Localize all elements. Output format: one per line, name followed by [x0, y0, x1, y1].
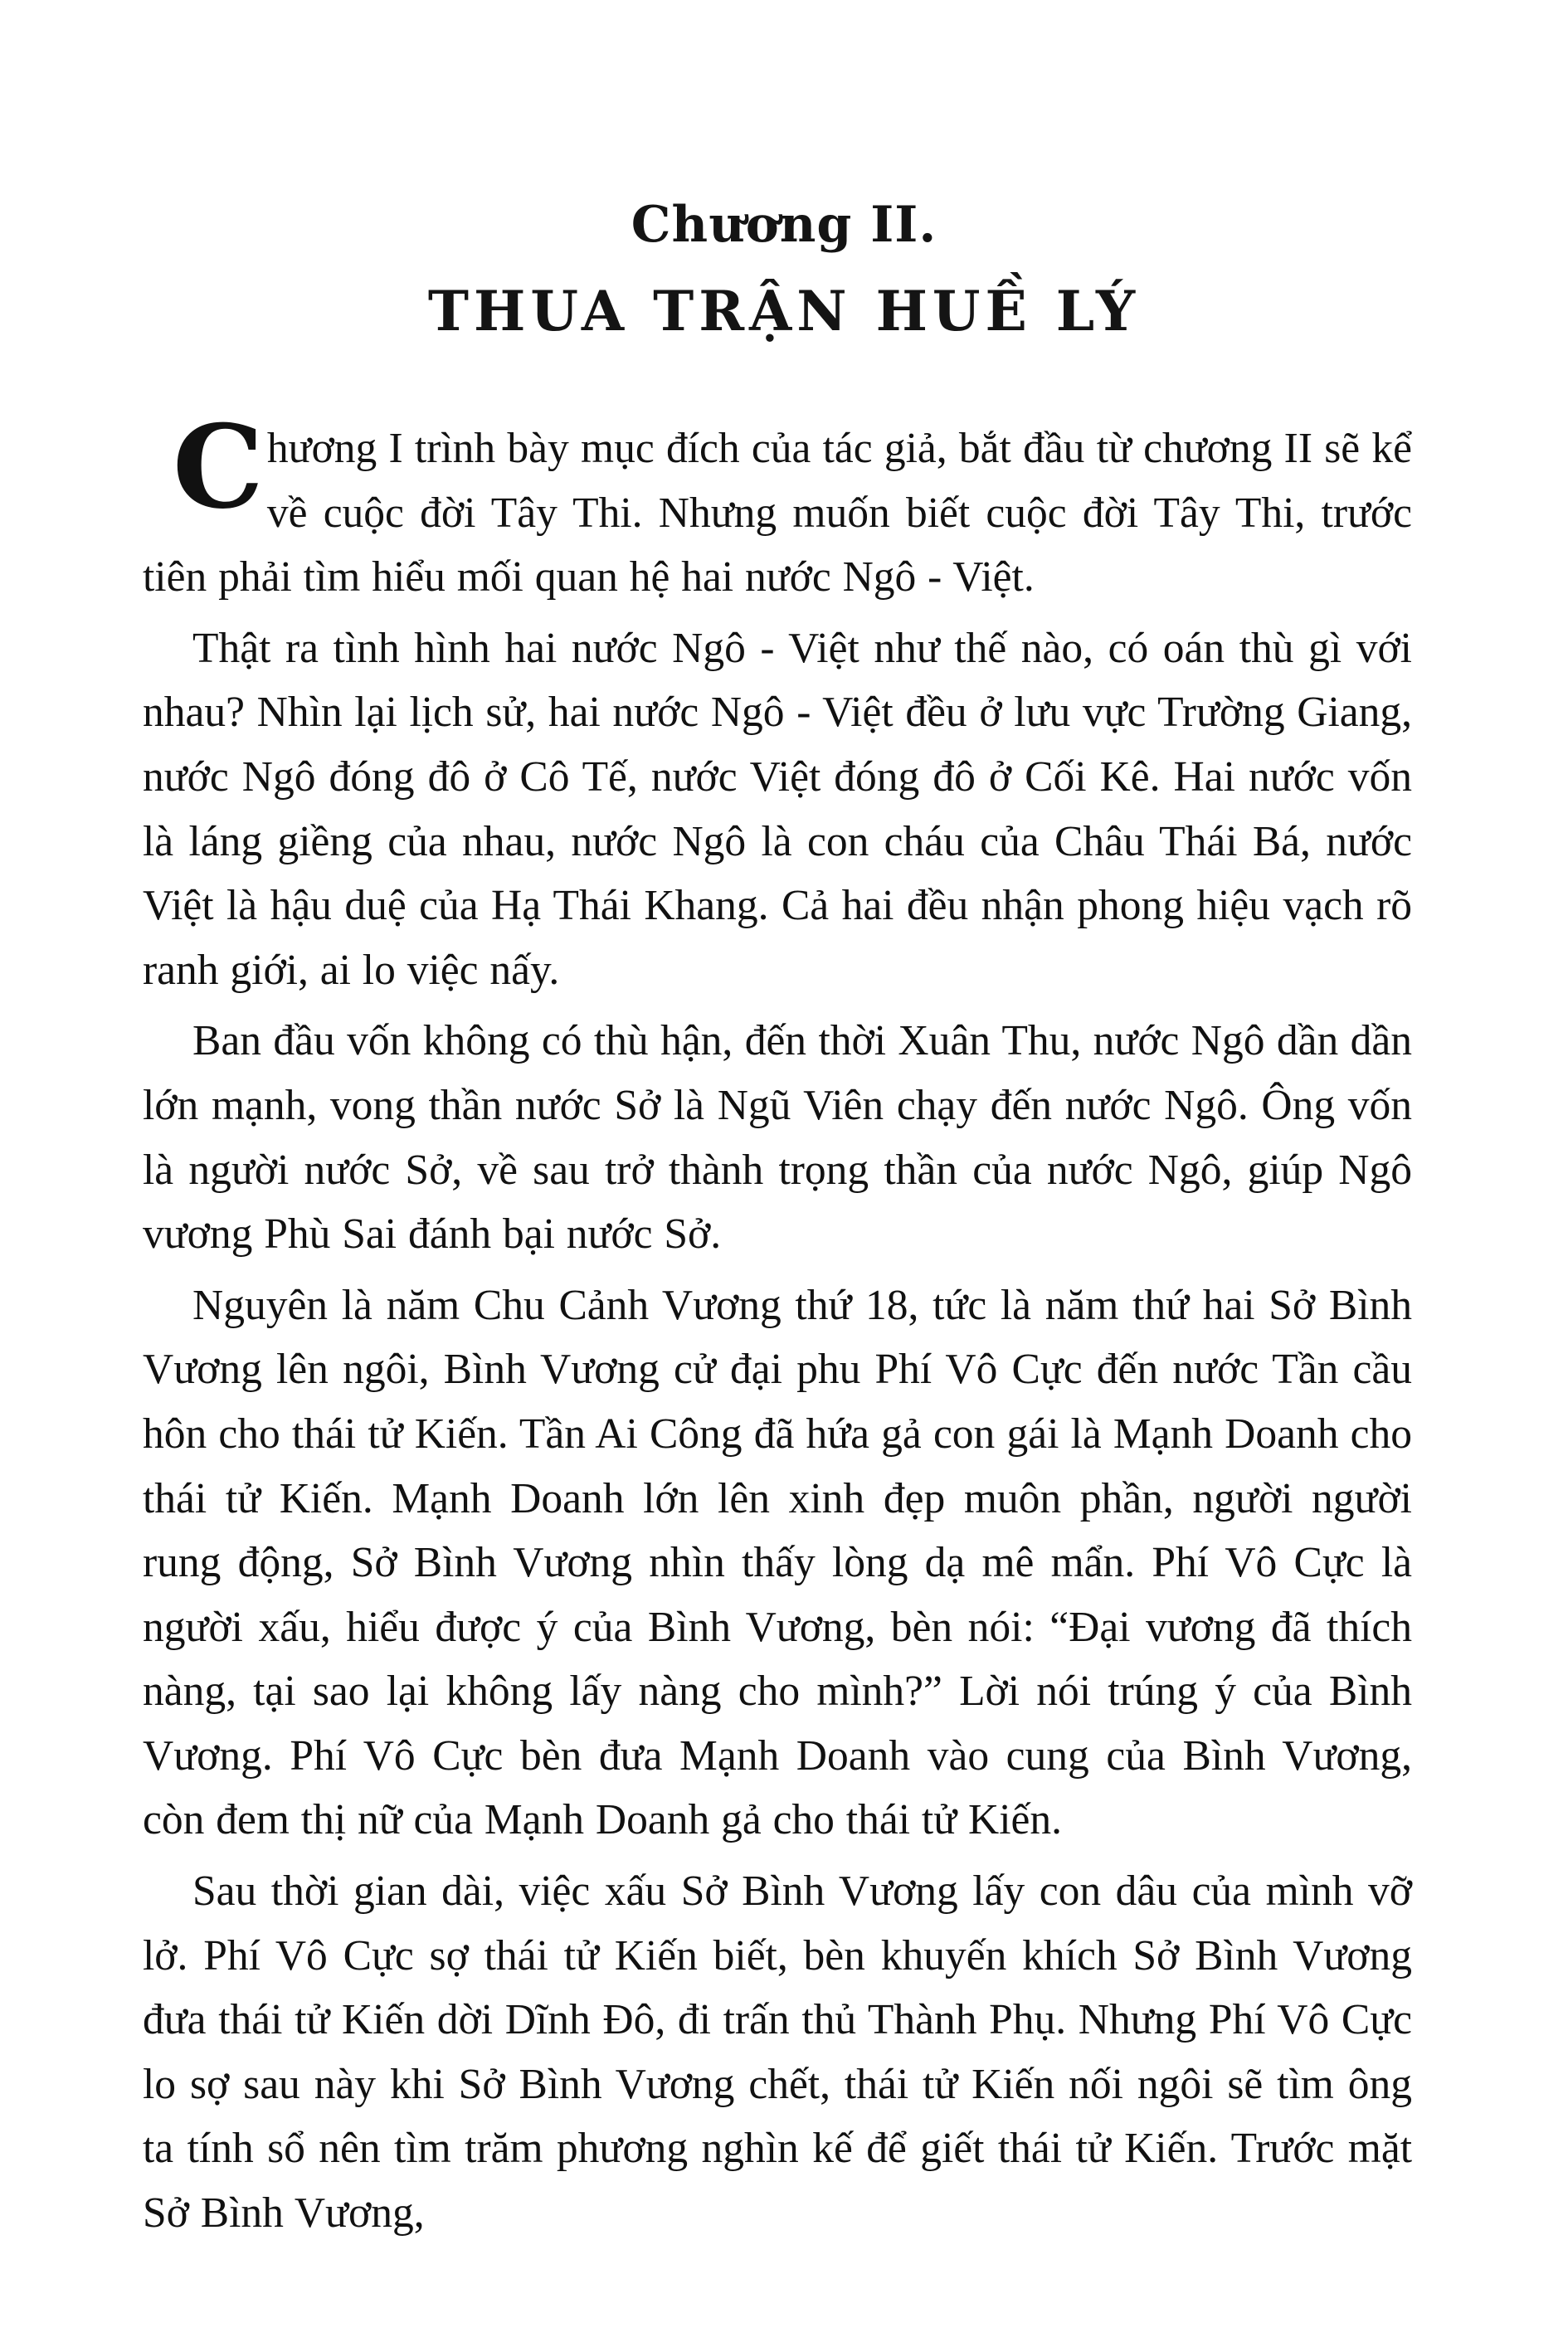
paragraph-2: Thật ra tình hình hai nước Ngô - Việt như thế nào, có oán thù gì với nhau? Nhìn lại lịch sử, hai nước Ngô - Việt đều ở lưu vực Trường Giang, nước Ngô đóng đô ở Cô Tế, nước Việt đóng đô ở Cối Kê. Hai nước vốn là láng giềng của nhau, nước Ngô là con cháu của Châu Thái Bá, nước Việt là hậu duệ của Hạ Thái Khang. Cả hai đều nhận phong hiệu vạch rõ ranh giới, ai lo việc nấy. — [143, 624, 1412, 994]
paragraph-5: Sau thời gian dài, việc xấu Sở Bình Vương lấy con dâu của mình vỡ lở. Phí Vô Cực sợ thái tử Kiến biết, bèn khuyến khích Sở Bình Vương đưa thái tử Kiến dời Dĩnh Đô, đi trấn thủ Thành Phụ. Nhưng Phí Vô Cực lo sợ sau này khi Sở Bình Vương chết, thái tử Kiến nối ngôi sẽ tìm ông ta tính sổ nên tìm trăm phương nghìn kế để giết thái tử Kiến. Trước mặt Sở Bình Vương, — [143, 1867, 1412, 2238]
paragraph-4: Nguyên là năm Chu Cảnh Vương thứ 18, tức là năm thứ hai Sở Bình Vương lên ngôi, Bình Vương cử đại phu Phí Vô Cực đến nước Tần cầu hôn cho thái tử Kiến. Tần Ai Công đã hứa gả con gái là Mạnh Doanh cho thái tử Kiến. Mạnh Doanh lớn lên xinh đẹp muôn phần, người người rung động, Sở Bình Vương nhìn thấy lòng dạ mê mẩn. Phí Vô Cực là người xấu, hiểu được ý của Bình Vương, bèn nói: “Đại vương đã thích nàng, tại sao lại không lấy nàng cho mình?” Lời nói trúng ý của Bình Vương. Phí Vô Cực bèn đưa Mạnh Doanh vào cung của Bình Vương, còn đem thị nữ của Mạnh Doanh gả cho thái tử Kiến. — [143, 1281, 1412, 1844]
chapter-title: THUA TRẬN HUỀ LÝ — [427, 279, 1141, 343]
chapter-label: Chương II. — [631, 196, 937, 254]
paragraph-1-text: hương I trình bày mục đích của tác giả, bắt đầu từ chương II sẽ kể về cuộc đời Tây Thi. Nhưng muốn biết cuộc đời Tây Thi, trước tiên phải tìm hiểu mối quan hệ hai nước Ngô - Việt. — [143, 425, 1412, 601]
paragraph-3: Ban đầu vốn không có thù hận, đến thời Xuân Thu, nước Ngô dần dần lớn mạnh, vong thần nước Sở là Ngũ Viên chạy đến nước Ngô. Ông vốn là người nước Sở, về sau trở thành trọng thần của nước Ngô, giúp Ngô vương Phù Sai đánh bại nước Sở. — [143, 1017, 1412, 1259]
drop-cap: C — [173, 399, 264, 534]
chapter-body — [143, 399, 1412, 2252]
paragraph-1 — [143, 399, 1412, 610]
